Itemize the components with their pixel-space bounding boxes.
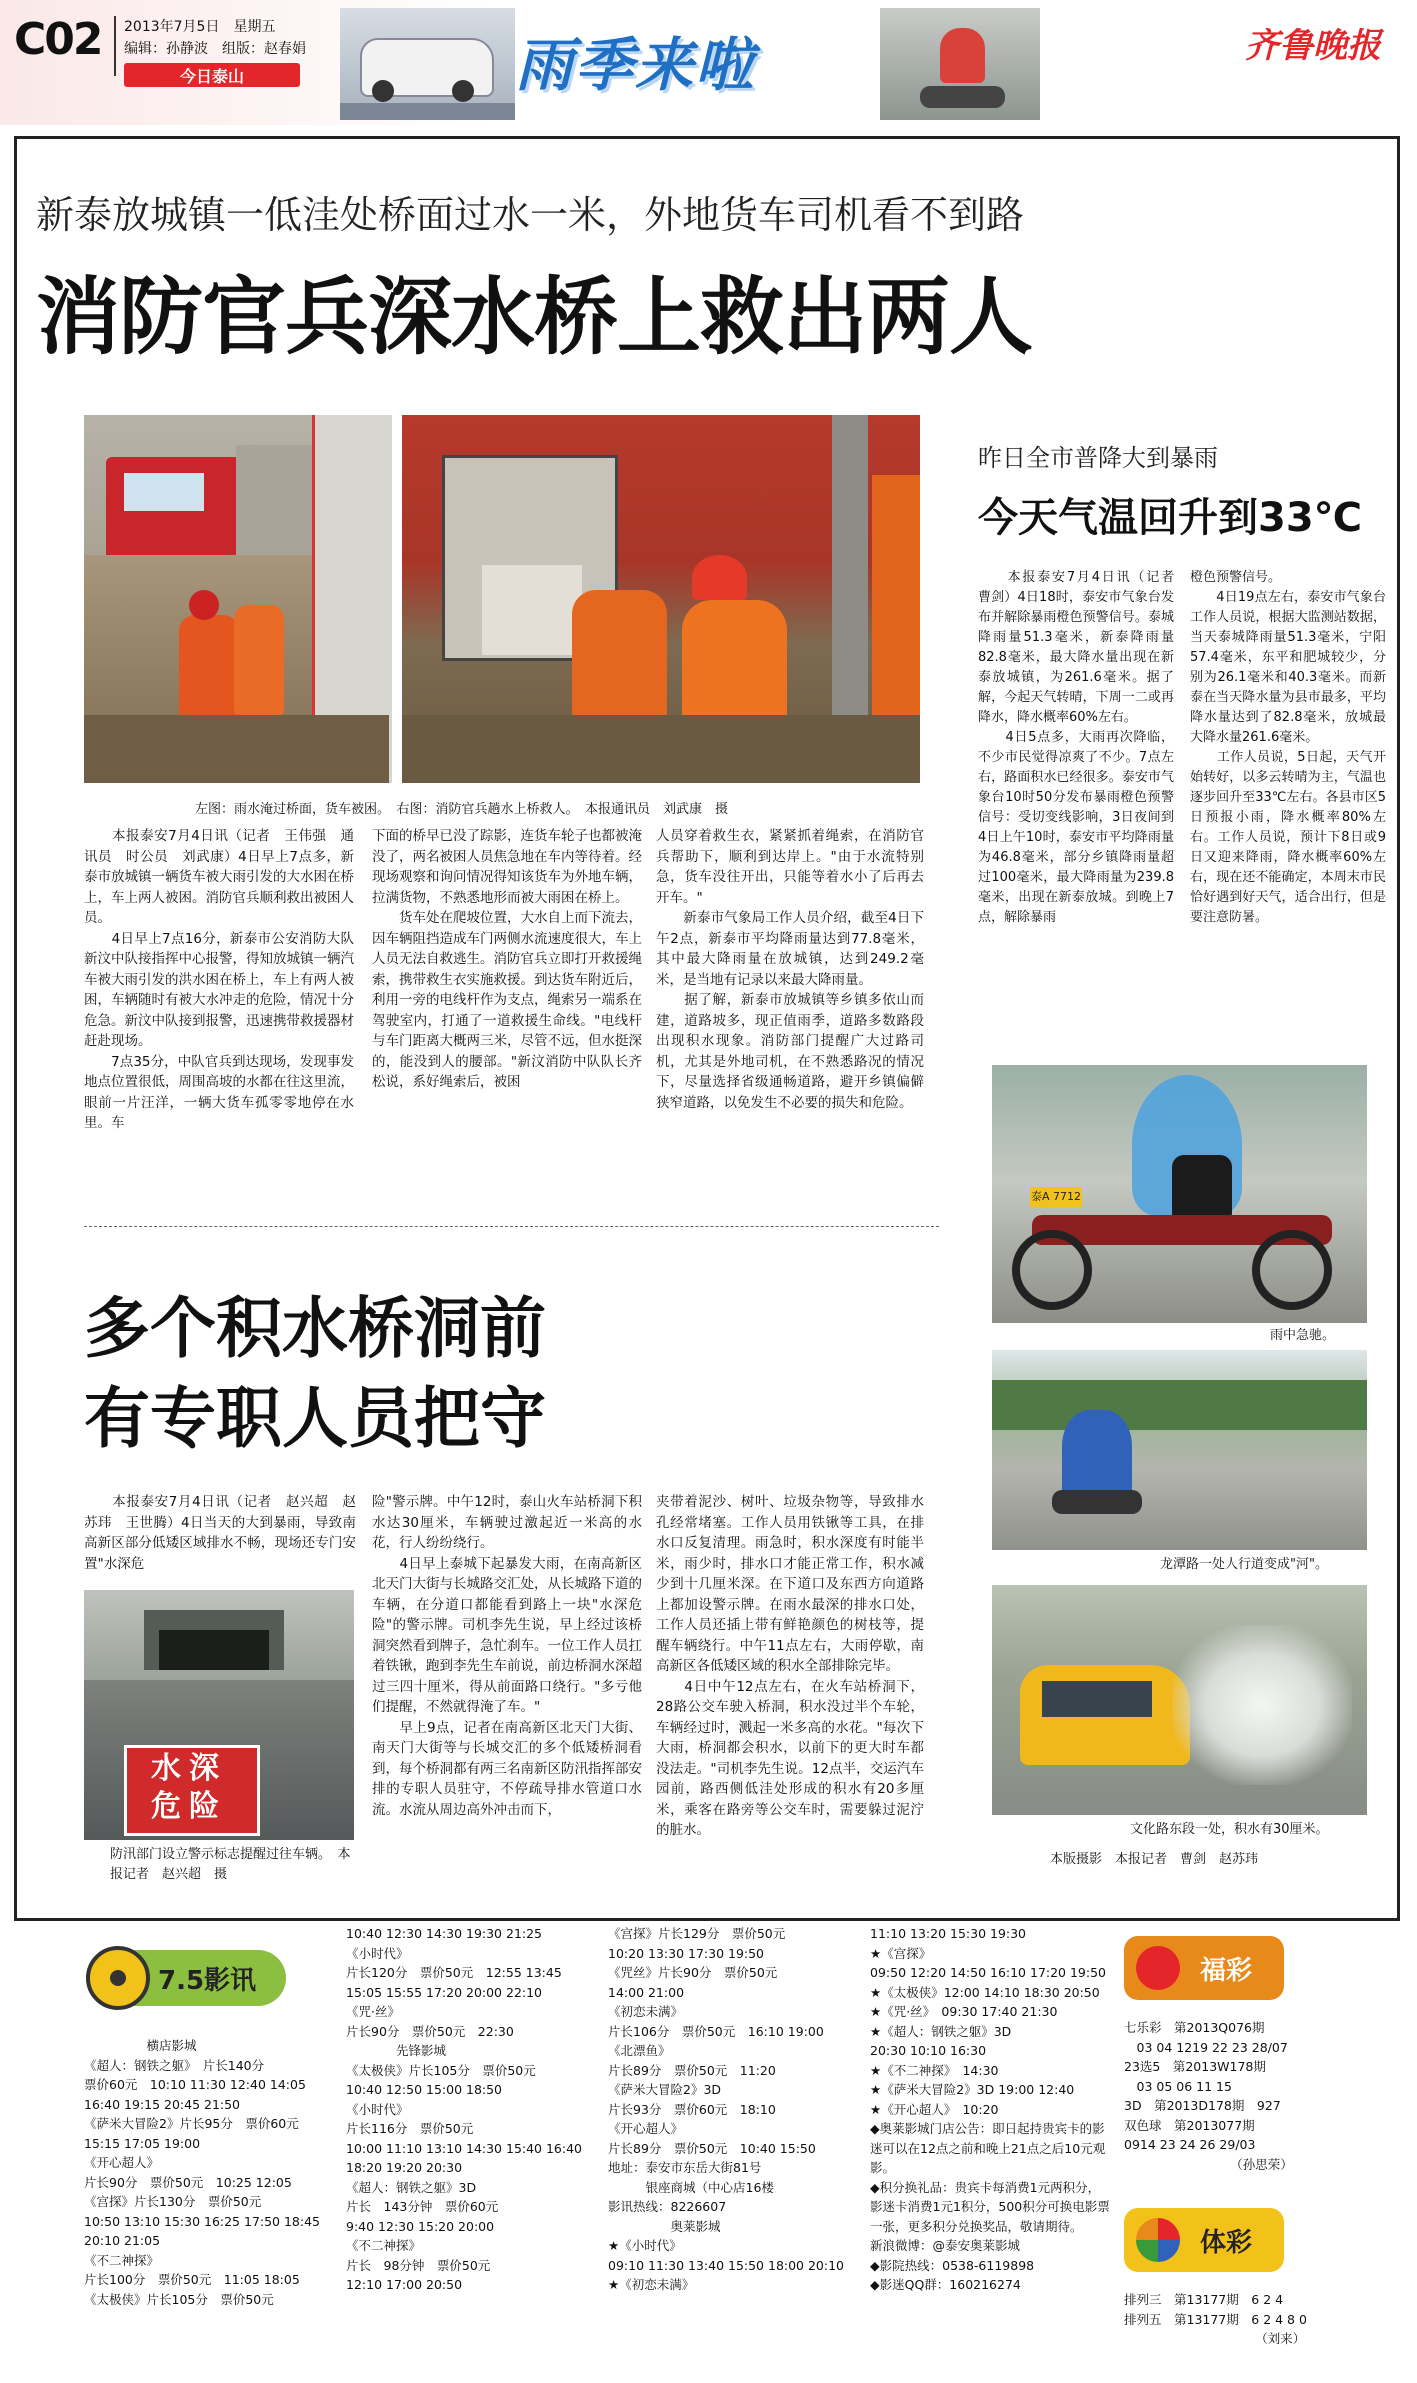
ticai-results: 排列三 第13177期 6 2 4 排列五 第13177期 6 2 4 8 0 （刘来） <box>1124 2292 1307 2346</box>
story2-col1-top: 本报泰安7月4日讯（记者 赵兴超 赵苏玮 王世腾）4日当天的大到暴雨，导致南高新区部分低矮区域排水不畅，现场还专门安置"水深危 <box>84 1494 356 1572</box>
flooded-truck-photo <box>84 415 389 783</box>
film-title: 7.5影讯 <box>158 1966 257 1996</box>
header-editors: 编辑：孙静波 组版：赵春娟 <box>124 41 306 57</box>
photo-caption-2: 龙潭路一处人行道变成"河"。 <box>1160 1557 1328 1572</box>
story1-headline: 消防官兵深水桥上救出两人 <box>36 268 1033 366</box>
weather-col1: 本报泰安7月4日讯（记者 曹剑）4日18时，泰安市气象台发布并解除暴雨橙色预警信号。泰城降雨量51.3毫米，新泰降雨量82.8毫米，最大降水量出现在新泰放城镇，为261.6毫米。据了解，今起天气转晴，下周一二或再降水，降水概率60%左右。 4日5点多，大雨再次降临，不少市民觉得凉爽了不少。7点左右，路面积水已经很多。泰安市气象台10时50分发布暴雨橙色预警信号：受切变线影响，3日夜间到4日上午10时，泰安市平均降雨量为46.8毫米，部分乡镇降雨量超过100毫米，最大降雨量为239.8毫米，出现在新泰放城。到晚上7点，解除暴雨 <box>978 570 1174 925</box>
frame-left <box>14 136 17 1921</box>
header-date: 2013年7月5日 星期五 <box>124 19 276 35</box>
header-rain-photo <box>880 8 1040 120</box>
story1-col3: 人员穿着救生衣，紧紧抓着绳索，在消防官兵帮助下，顺利到达岸上。"由于水流特别急，货车没往开出，只能等着水小了后再去开车。" 新泰市气象局工作人员介绍，截至4日下午2点，新泰市平均降雨量达到77.8毫米，其中最大降雨量在放城镇，达到249.2毫米，是当地有记录以来最大降雨量。 据了解，新泰市放城镇等乡镇多依山而建，道路坡多，现正值雨季，道路多数路段出现积水现象。消防部门提醒广大过路司机，尤其是外地司机，在不熟悉路况的情况下，尽量选择省级通畅道路，避开乡镇偏僻狭窄道路，以免发生不必要的损失和危险。 <box>656 828 924 1111</box>
photo-caption-1: 雨中急驰。 <box>1270 1328 1336 1343</box>
header-divider <box>114 16 116 76</box>
weather-headline: 今天气温回升到33℃ <box>978 495 1363 541</box>
story1-kicker: 新泰放城镇一低洼处桥面过水一米，外地货车司机看不到路 <box>36 193 1025 237</box>
header-car-photo <box>340 8 515 120</box>
banner-title: 雨季来啦 <box>515 31 756 99</box>
frame-top <box>14 136 1400 139</box>
story2-col2: 险"警示牌。中午12时，泰山火车站桥洞下积水达30厘米，车辆驶过激起近一米高的水花，行人纷纷绕行。 4日早上泰城下起暴发大雨，在南高新区北天门大街与长城路交汇处，从长城路下道的车辆，在分道口都能看到路上一块"水深危险"的警示牌。司机李先生说，早上经过该桥洞突然看到牌子，急忙刹车。一位工作人员扛着铁锹，跑到李先生车前说，前边桥洞水深超过三四十厘米，得从前面路口绕行。"多亏他们提醒，不然就得淹了车。" 早上9点，记者在南高新区北天门大街、南天门大街等与长城交汇的多个低矮桥洞看到，每个桥洞都有两三名南新区防汛指挥部安排的专职人员驻守，不停疏导排水管道口水流。水流从周边高外冲击而下， <box>372 1494 642 1818</box>
license-plate: 泰A 7712 <box>1030 1187 1082 1207</box>
frame-right <box>1397 136 1400 1921</box>
photo-credit: 本版摄影 本报记者 曹剑 赵苏玮 <box>1050 1852 1259 1867</box>
story2-headline-line1: 多个积水桥洞前 <box>84 1290 546 1367</box>
frame-bottom <box>14 1918 1400 1921</box>
story1-divider <box>84 1226 939 1227</box>
tunnel-warning-photo <box>84 1590 354 1840</box>
ticai-logo-icon <box>1136 2218 1180 2262</box>
story1-photo-caption: 左图：雨水淹过桥面，货车被困。 右图：消防官兵趟水上桥救人。 本报通讯员 刘武康 摄 <box>195 802 729 817</box>
weather-col2: 橙色预警信号。 4日19点左右，泰安市气象台工作人员说，根据大监测站数据，当天泰城降雨量51.3毫米，宁阳57.4毫米，东平和肥城较少，分别为26.1毫米和40.3毫米。而新泰在当天降水量为县市最多，平均降水量达到了82.8毫米，放城最大降水量261.6毫米。 工作人员说，5日起，天气开始转好，以多云转晴为主，气温也逐步回升至33℃左右。各县市区5日预报小雨，降水概率80%左右。工作人员说，预计下8日或9日又迎来降雨，降水概率60%左右，现在还不能确定，本周末市民恰好遇到好天气，适合出行，但是要注意防暑。 <box>1190 570 1386 925</box>
page-number: C02 <box>14 14 102 65</box>
taxi-splash-photo <box>992 1585 1367 1815</box>
film-col2: 10:40 12:30 14:30 19:30 21:25 《小时代》 片长120分 票价50元 12:55 13:45 15:05 15:55 17:20 20:00 22:10 《咒·丝》 片长90分 票价50元 22:30 先锋影城 《太极侠》片长105分 票价50元 10:40 12:50 15:00 18:50 《小时代》 片长116分 票价50元 10:00 11:10 13:10 14:30 15:40 16:40 18:20 19:20 20:30 《超人：钢铁之躯》3D 片长 143分钟 票价60元 9:40 12:30 15:20 20:00 《不二神探》 片长 98分钟 票价50元 12:10 17:00 20:50 <box>346 1926 583 2292</box>
film-reel-icon <box>86 1946 150 2010</box>
rescue-photo <box>402 415 920 783</box>
story2-photo-caption: 防汛部门设立警示标志提醒过往车辆。 本报记者 赵兴超 摄 <box>110 1847 351 1882</box>
ticai-title: 体彩 <box>1200 2228 1253 2258</box>
film-col4: 11:10 13:20 15:30 19:30 ★《宫探》 09:50 12:20 14:50 16:10 17:20 19:50 ★《太极侠》12:00 14:10 18:30 20:50 ★《咒·丝》 09:30 17:40 21:30 ★《超人：钢铁之躯》3D 20:30 10:10 16:30 ★《不二神探》 14:30 ★《萨米大冒险2》3D 19:00 12:40 ★《开心超人》 10:20 ◆奥莱影城门店公告：即日起持贵宾卡的影迷可以在12点之前和晚上21点之后10元观影。 ◆积分换礼品：贵宾卡每消费1元两积分，影迷卡消费1元1积分，500积分可换电影票一张，更多积分兑换奖品，敬请期待。 新浪微博：@泰安奥莱影城 ◆影院热线：0538-6119898 ◆影迷QQ群：160216274 <box>870 1926 1110 2292</box>
fucai-title: 福彩 <box>1200 1956 1253 1986</box>
photo-caption-3: 文化路东段一处，积水有30厘米。 <box>1130 1822 1329 1837</box>
flooded-sidewalk-photo <box>992 1350 1367 1550</box>
warning-sign-text: 水深 危险 <box>151 1751 227 1824</box>
section-label: 今日泰山 <box>179 67 244 86</box>
motorcycle-rain-photo <box>992 1065 1367 1323</box>
story1-col1: 本报泰安7月4日讯（记者 王伟强 通讯员 时公员 刘武康）4日早上7点多，新泰市放城镇一辆货车被大雨引发的大水困在桥上，车上两人被困。消防官兵顺利救出被困人员。 4日早上7点16分，新泰市公安消防大队新汶中队接指挥中心报警，得知放城镇一辆汽车被大雨引发的洪水困在桥上，车上有两人被困，车辆随时有被大水冲走的危险，情况十分危急。新汶中队接到报警，迅速携带救援器材赶赴现场。 7点35分，中队官兵到达现场，发现事发地点位置很低，周围高坡的水都在往这里流，眼前一片汪洋，一辆大货车孤零零地停在水里。车 <box>84 828 354 1131</box>
weather-kicker: 昨日全市普降大到暴雨 <box>978 444 1218 472</box>
film-col1: 横店影城 《超人：钢铁之躯》 片长140分 票价60元 10:10 11:30 12:40 14:05 16:40 19:15 20:45 21:50 《萨米大冒险2》片长95分 票价60元 15:15 17:05 19:00 《开心超人》 片长90分 票价50元 10:25 12:05 《宫探》片长130分 票价50元 10:50 13:10 15:30 16:25 17:50 18:45 20:10 21:05 《不二神探》 片长100分 票价50元 11:05 18:05 《太极侠》片长105分 票价50元 <box>84 2038 321 2307</box>
newspaper-name: 齐鲁晚报 <box>1245 26 1381 66</box>
film-col3: 《宫探》片长129分 票价50元 10:20 13:30 17:30 19:50 《咒丝》片长90分 票价50元 14:00 21:00 《初恋未满》 片长106分 票价50元 16:10 19:00 《北漂鱼》 片长89分 票价50元 11:20 《萨米大冒险2》3D 片长93分 票价60元 18:10 《开心超人》 片长89分 票价50元 10:40 15:50 地址：泰安市东岳大街81号 银座商城（中心店16楼 影讯热线：8226607 奥莱影城 ★《小时代》 09:10 11:30 13:40 15:50 18:00 20:10 ★《初恋未满》 <box>608 1926 845 2292</box>
fucai-results: 七乐彩 第2013Q076期 03 04 1219 22 23 28/07 23选5 第2013W178期 03 05 06 11 15 3D 第2013D178期 927 双色球 第2013077期 0914 23 24 26 29/03 （孙思荣） <box>1124 2020 1293 2172</box>
story2-col3: 夹带着泥沙、树叶、垃圾杂物等，导致排水孔经常堵塞。工作人员用铁锹等工具，在排水口反复清理。雨急时，积水深度有时能半米，雨少时，排水口才能正常工作，积水减少到十几厘米深。在下道口及东西方向道路上都加设警示牌。在雨水最深的排水口处，工作人员还插上带有鲜艳颜色的树枝等，提醒车辆绕行。中午11点左右，大雨停歇，南高新区各低矮区域的积水全部排除完毕。 4日中午12点左右，在火车站桥洞下，28路公交车驶入桥洞，积水没过半个车轮，车辆经过时，溅起一米多高的水花。"每次下大雨，桥洞都会积水，以前下的更大时车都没法走。"司机李先生说。12点半，交运汽车园前，路西侧低洼处形成的积水有20多厘米，乘客在路旁等公交车时，需要躲过泥泞的脏水。 <box>656 1494 924 1838</box>
fucai-logo-icon <box>1136 1946 1180 1990</box>
story2-headline-line2: 有专职人员把守 <box>84 1380 546 1457</box>
story1-col2: 下面的桥早已没了踪影，连货车轮子也都被淹没了，两名被困人员焦急地在车内等待着。经现场观察和询问情况得知该货车为外地车辆，拉满货物，不熟悉地形而被大雨困在桥上。 货车处在爬坡位置，大水自上而下流去，因车辆阻挡造成车门两侧水流速度很大，车上人员无法自救逃生。消防官兵立即打开救援绳索，携带救生衣实施救援。到达货车附近后，利用一旁的电线杆作为支点，绳索另一端系在驾驶室内，打通了一道救援生命线。"电线杆与车门距离大概两三米，尽管不远，但水挺深的，能没到人的腰部。"新汶消防中队队长齐松说，系好绳索后，被困 <box>372 828 642 1090</box>
